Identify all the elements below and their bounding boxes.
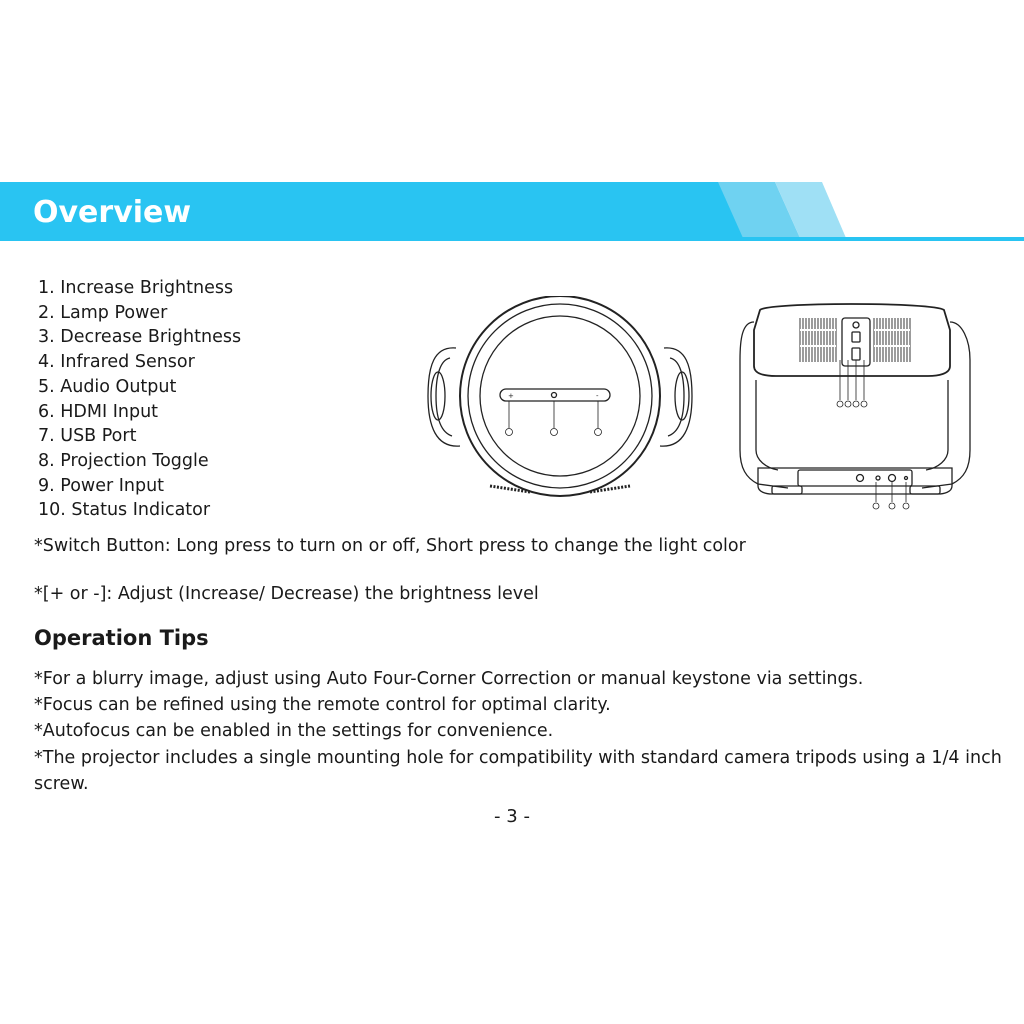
list-item: 1. Increase Brightness — [38, 278, 234, 298]
list-item: 4. Infrared Sensor — [38, 352, 195, 373]
operation-tips-list — [34, 666, 1004, 797]
list-item: 3. Decrease Brightness — [38, 327, 242, 348]
page-number: - 3 - — [494, 806, 530, 827]
list-item: 7. USB Port — [38, 426, 137, 447]
list-item: 5. Audio Output — [38, 376, 177, 397]
svg-text:-: - — [596, 392, 599, 400]
list-item: 6. HDMI Input — [38, 401, 159, 422]
projector-front-icon — [420, 296, 700, 506]
list-item: 10. Status Indicator — [38, 500, 211, 521]
switch-note: *Switch Button: Long press to turn on or off, Short press to change the light color — [34, 536, 746, 556]
brightness-note: *[+ or -]: Adjust (Increase/ Decrease) the brightness level — [34, 584, 539, 604]
list-item: *Autofocus can be enabled in the settings for convenience. — [34, 721, 554, 742]
page-title: Overview — [33, 195, 192, 230]
parts-list — [38, 276, 241, 523]
list-item: *The projector includes a single mounting hole for compatibility with standard camera tripods using a 1/4 inch screw. — [34, 747, 1002, 794]
svg-text:+: + — [508, 392, 514, 400]
operation-tips-title: Operation Tips — [34, 626, 209, 650]
list-item: 8. Projection Toggle — [38, 450, 209, 471]
list-item: *For a blurry image, adjust using Auto Four-Corner Correction or manual keystone via settings. — [34, 669, 864, 689]
projector-back-icon — [738, 300, 974, 514]
list-item: 2. Lamp Power — [38, 302, 168, 323]
list-item: 9. Power Input — [38, 475, 165, 496]
list-item: *Focus can be refined using the remote control for optimal clarity. — [34, 695, 611, 716]
